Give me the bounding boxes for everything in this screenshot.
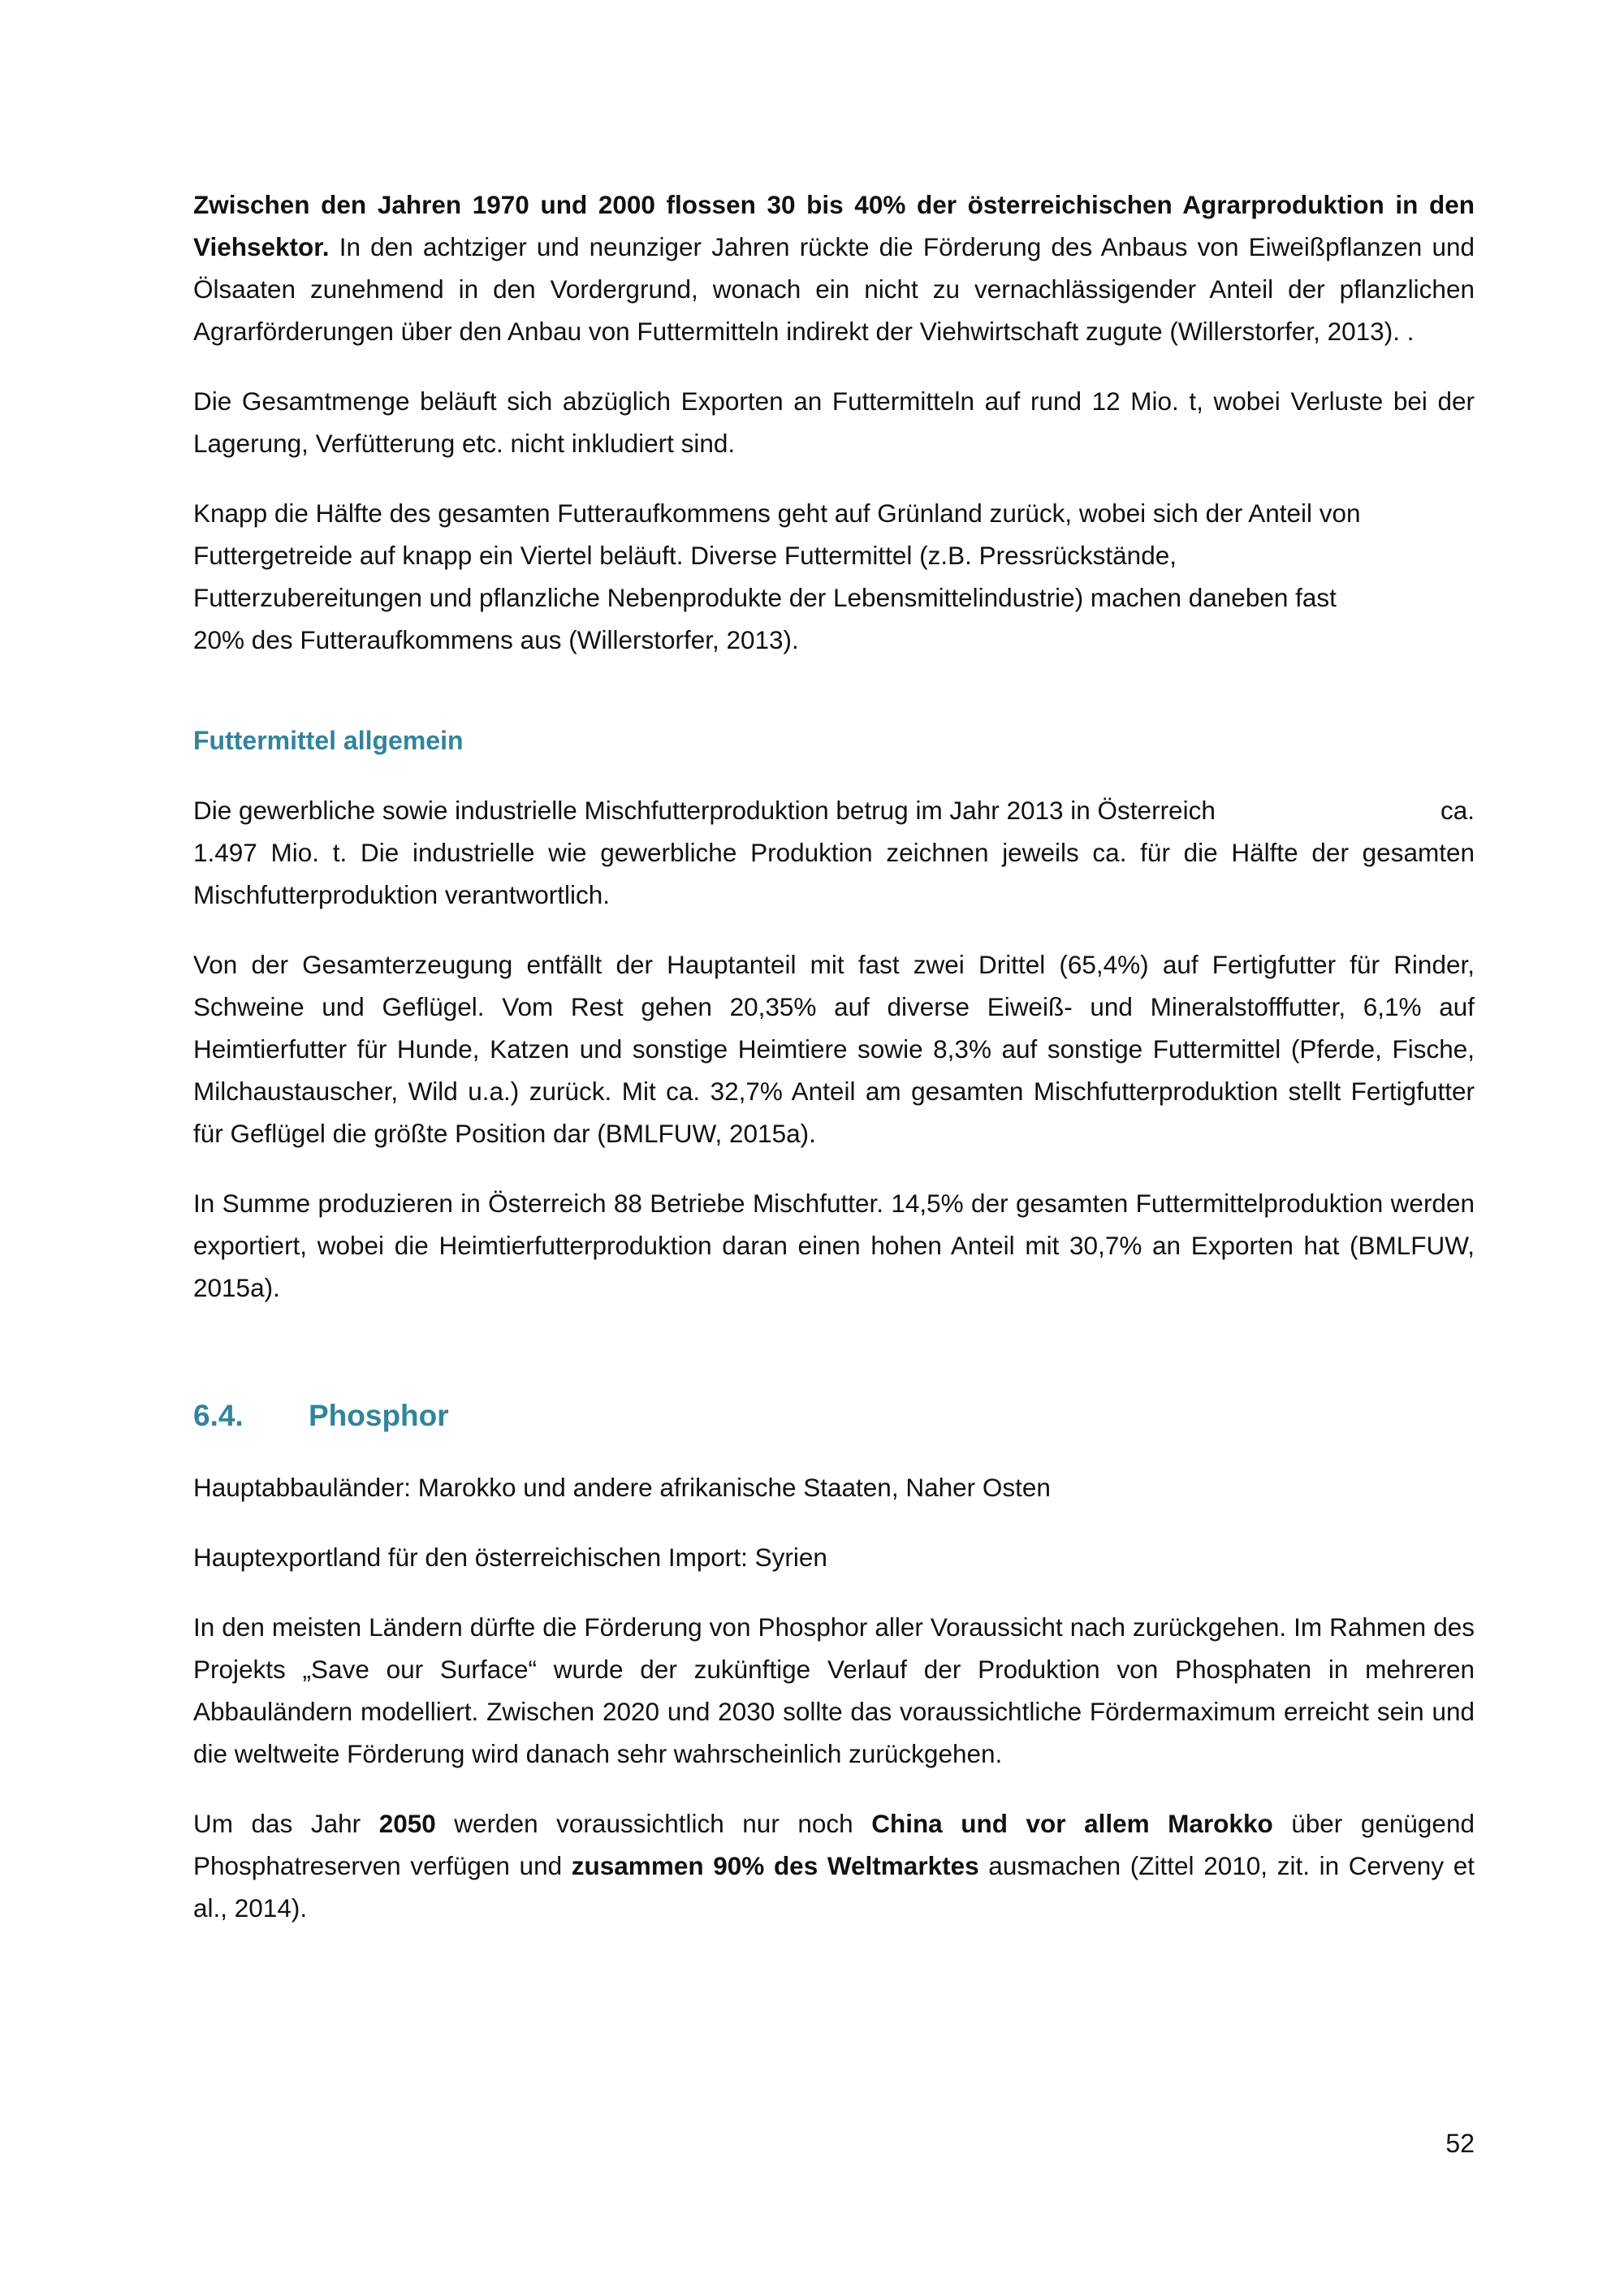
phosphor-paragraph-4 — [193, 1802, 1475, 1929]
text-run: Um das Jahr — [193, 1809, 379, 1838]
text-line: Die gewerbliche sowie industrielle Mischfutterproduktion betrug im Jahr 2013 in Österreich — [193, 796, 1216, 825]
text-line: Futterzubereitungen und pflanzliche Nebenprodukte der Lebensmittelindustrie) machen daneben fast — [193, 583, 1337, 612]
text-run: über genügend Phosphatreserven verfügen und — [193, 1809, 1475, 1880]
bold-countries: China und vor allem Marokko — [871, 1809, 1273, 1838]
page-number: 52 — [1445, 2129, 1475, 2158]
futtermittel-paragraph-1-rest: 1.497 Mio. t. Die industrielle wie gewerbliche Produktion zeichnen jeweils ca. für die Hälfte der gesamten Mischfutterproduktion verantwortlich. — [193, 838, 1475, 909]
intro-paragraph-1 — [193, 183, 1475, 352]
futtermittel-paragraph-2: Von der Gesamterzeugung entfällt der Hauptanteil mit fast zwei Drittel (65,4%) auf Fertigfutter für Rinder, Schweine und Geflügel. Vom Rest gehen 20,35% auf diverse Eiweiß- und Mineralstofffutter, 6,1% auf Heimtierfutter für Hunde, Katzen und sonstige Heimtiere sowie 8,3% auf sonstige Futtermittel (Pferde, Fische, Milchaustauscher, Wild u.a.) zurück. Mit ca. 32,7% Anteil am gesamten Mischfutterproduktion stellt Fertigfutter für Geflügel die größte Position dar (BMLFUW, 2015a). — [193, 950, 1475, 1148]
phosphor-paragraph-2: Hauptexportland für den österreichischen Import: Syrien — [193, 1543, 827, 1572]
text-line: ca. — [1440, 796, 1475, 825]
text-line: Knapp die Hälfte des gesamten Futteraufkommens geht auf Grünland zurück, wobei sich der Anteil von — [193, 498, 1361, 528]
page-content — [193, 183, 1475, 1929]
phosphor-paragraph-1: Hauptabbauländer: Marokko und andere afrikanische Staaten, Naher Osten — [193, 1473, 1051, 1502]
text-line: Futtergetreide auf knapp ein Viertel beläuft. Diverse Futtermittel (z.B. Pressrückstände, — [193, 541, 1177, 570]
text-line: 20% des Futteraufkommens aus (Willerstorfer, 2013). — [193, 625, 799, 654]
intro-paragraph-2: Die Gesamtmenge beläuft sich abzüglich Exporten an Futtermitteln auf rund 12 Mio. t, wobei Verluste bei der Lagerung, Verfütterung etc. nicht inkludiert sind. — [193, 386, 1475, 458]
futtermittel-paragraph-3: In Summe produzieren in Österreich 88 Betriebe Mischfutter. 14,5% der gesamten Futtermittelproduktion werden exportiert, wobei die Heimtierfutterproduktion daran einen hohen Anteil mit 30,7% an Exporten hat (BMLFUW, 2015a). — [193, 1189, 1475, 1302]
section-number: 6.4. — [193, 1399, 244, 1432]
bold-market-share: zusammen 90% des Weltmarktes — [571, 1851, 979, 1880]
futtermittel-paragraph-1 — [193, 789, 1475, 916]
intro-bold-sentence: Zwischen den Jahren 1970 und 2000 flossen 30 bis 40% der österreichischen Agrarproduktion in den Viehsektor. — [193, 190, 1475, 261]
text-run: ausmachen (Zittel 2010, zit. in Cerveny et al., 2014). — [193, 1851, 1475, 1923]
phosphor-paragraph-3: In den meisten Ländern dürfte die Förderung von Phosphor aller Voraussicht nach zurückgehen. Im Rahmen des Projekts „Save our Surface“ wurde der zukünftige Verlauf der Produktion von Phosphaten in mehreren Abbauländern modelliert. Zwischen 2020 und 2030 sollte das voraussichtliche Fördermaximum erreicht sein und die weltweite Förderung wird danach sehr wahrscheinlich zurückgehen. — [193, 1612, 1475, 1768]
subheading-futtermittel: Futtermittel allgemein — [193, 726, 464, 755]
bold-year: 2050 — [378, 1809, 436, 1838]
intro-paragraph-3 — [193, 492, 1475, 661]
intro-paragraph-1-text: In den achtziger und neunziger Jahren rückte die Förderung des Anbaus von Eiweißpflanzen und Ölsaaten zunehmend in den Vordergrund, wonach ein nicht zu vernachlässigender Anteil der pflanzlichen Agrarförderungen über den Anbau von Futtermitteln indirekt der Viehwirtschaft zugute (Willerstorfer, 2013). . — [193, 232, 1475, 346]
section-title: Phosphor — [309, 1399, 449, 1432]
text-run: werden voraussichtlich nur noch — [435, 1809, 872, 1838]
section-heading-phosphor — [193, 1393, 1475, 1439]
